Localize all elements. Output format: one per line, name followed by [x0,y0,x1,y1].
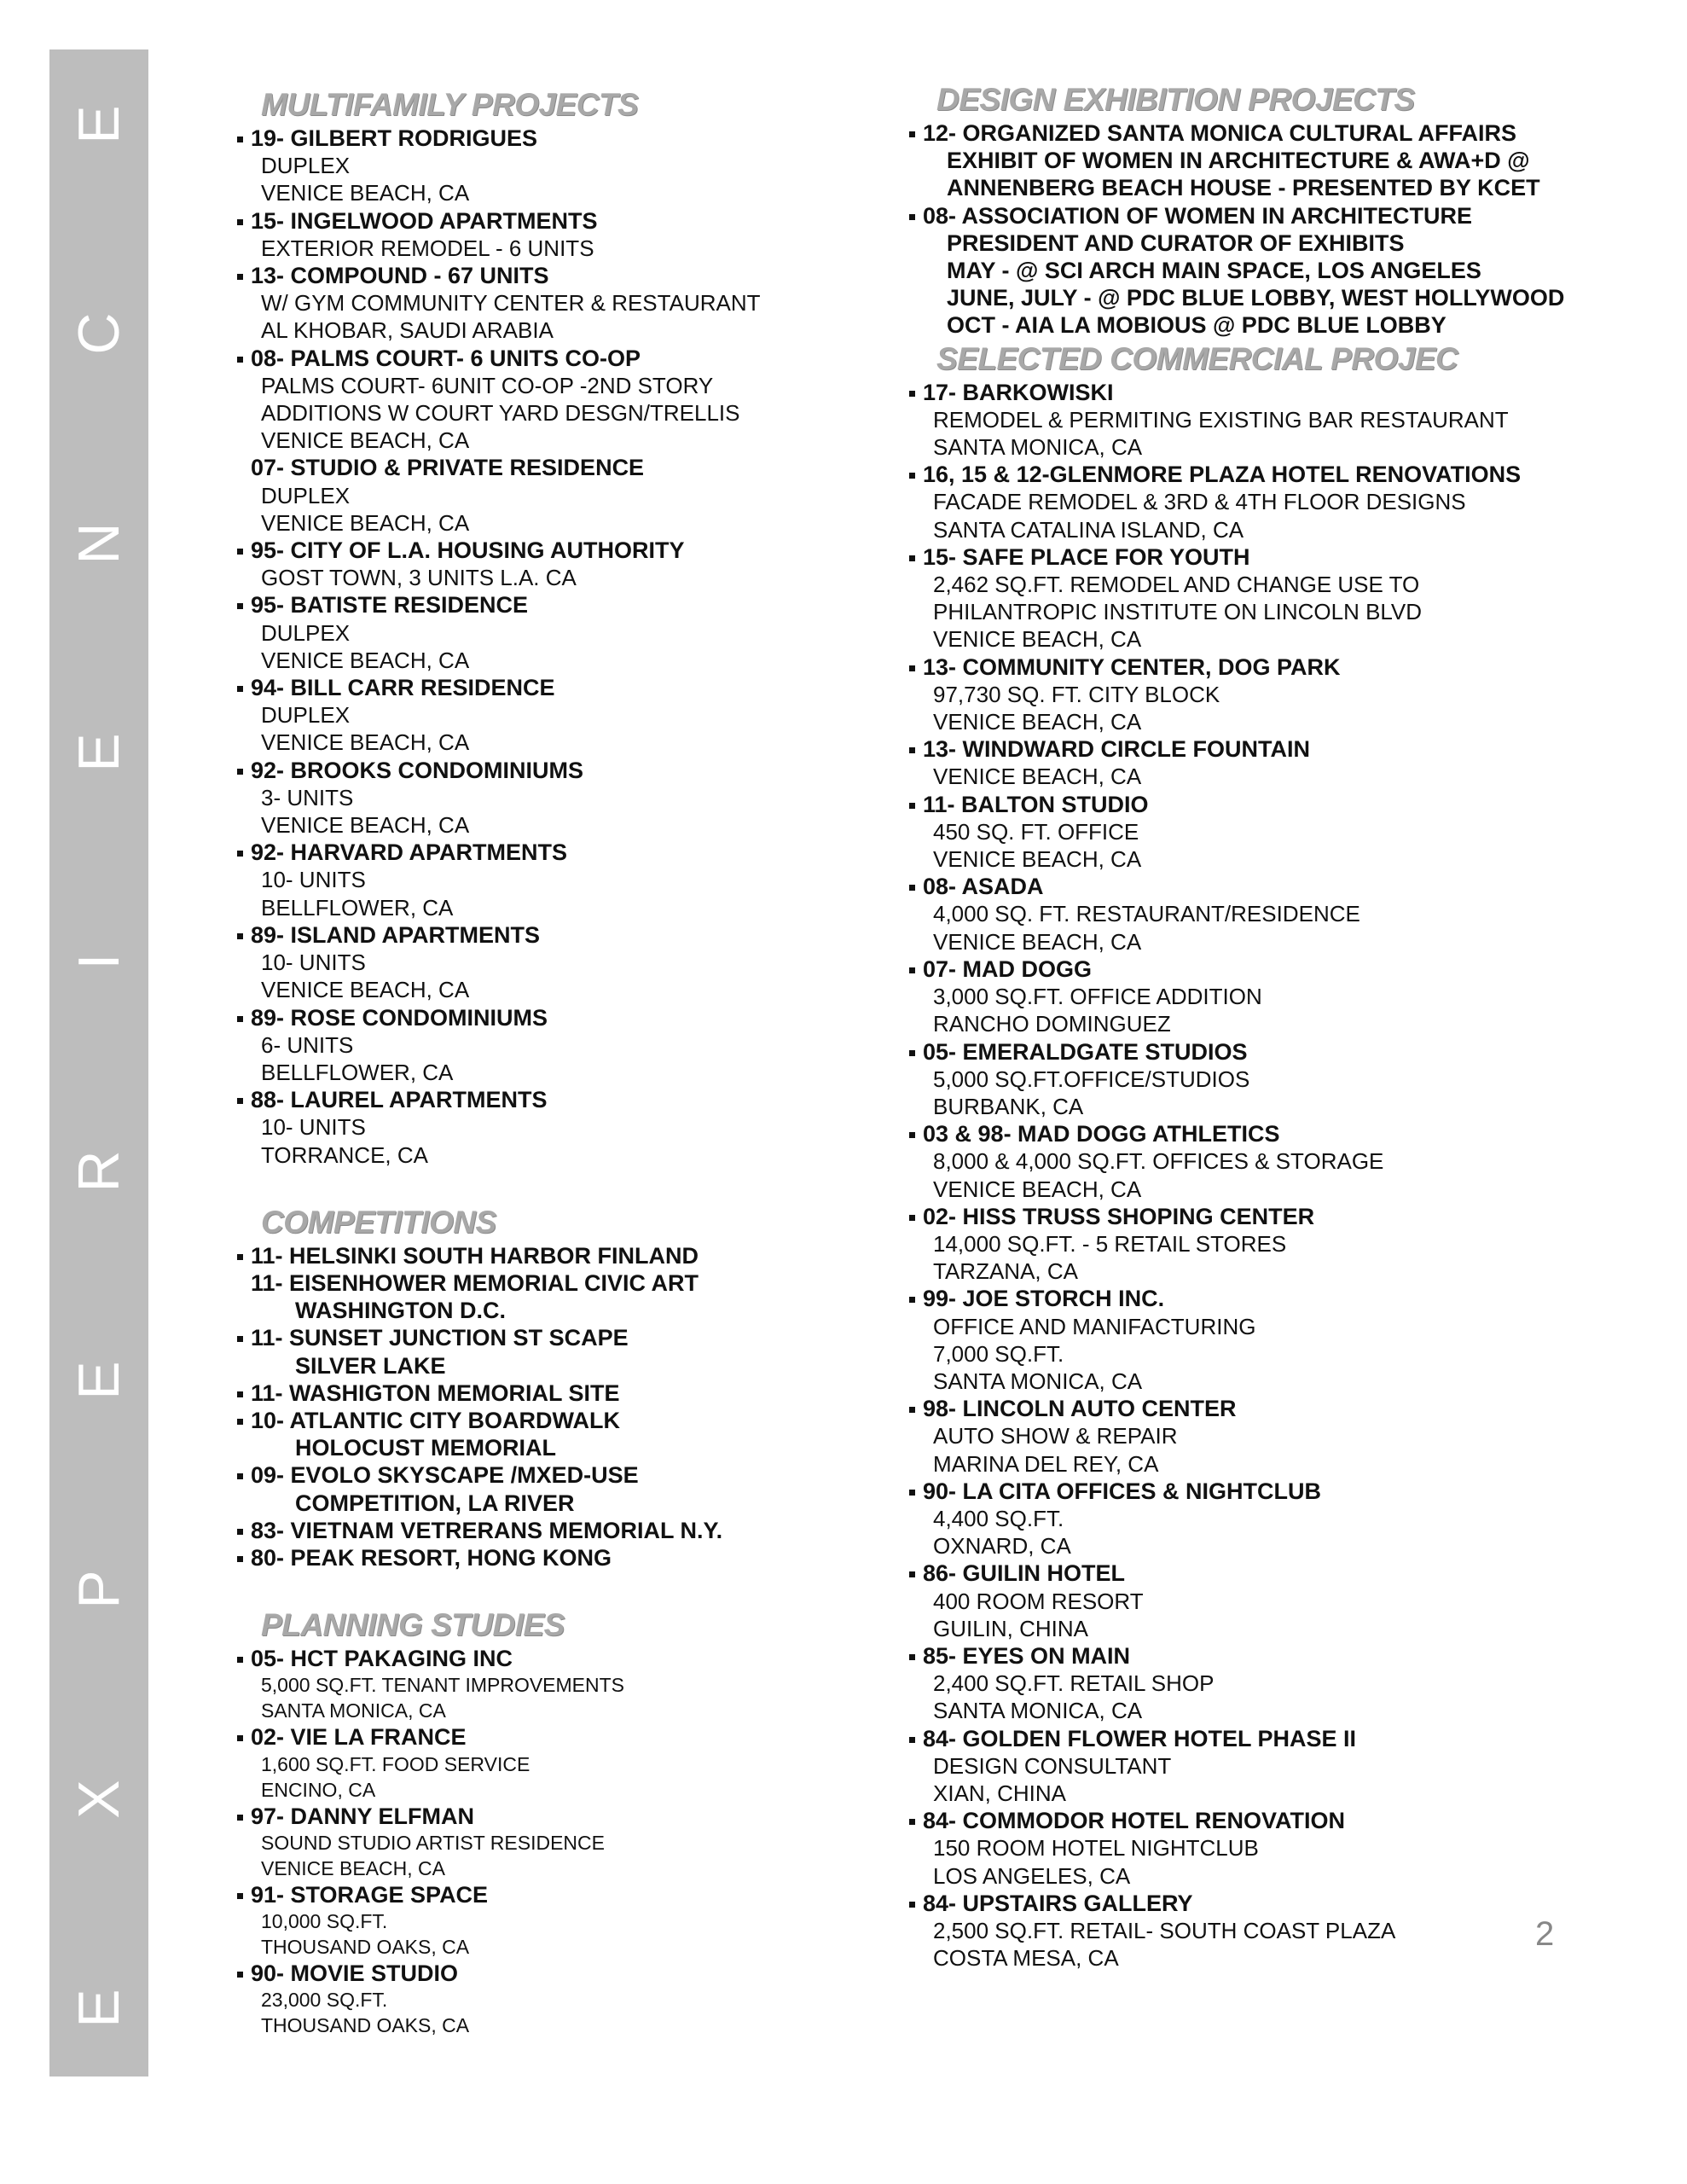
entry-detail: 450 SQ. FT. OFFICE [933,818,1139,845]
entry-heading: 05- HCT PAKAGING INC [230,1645,844,1672]
list-item [230,674,844,757]
entry-heading: 02- VIE LA FRANCE [230,1723,844,1751]
entry-detail: W/ GYM COMMUNITY CENTER & RESTAURANT [261,290,761,317]
list-item [230,207,844,262]
list-item [902,119,1636,202]
entry-heading: 15- SAFE PLACE FOR YOUTH [902,543,1636,571]
entry-detail: 23,000 SQ.FT. [261,1989,388,2012]
entry-heading: 08- PALMS COURT- 6 UNITS CO-OP [230,345,844,372]
list-item [230,454,844,537]
sidebar-letter: E [67,1361,131,1400]
entry-detail: 2,500 SQ.FT. RETAIL- SOUTH COAST PLAZA [933,1918,1396,1943]
entry-heading: 10- ATLANTIC CITY BOARDWALK [230,1407,844,1434]
entry-detail: 10- UNITS [261,867,366,893]
sidebar-letter: R [67,1150,131,1193]
list-item [230,1324,844,1379]
list-item [230,1517,844,1544]
entry-heading: 91- STORAGE SPACE [230,1881,844,1908]
entry-heading: 84- COMMODOR HOTEL RENOVATION [902,1807,1636,1834]
entry-heading: 17- BARKOWISKI [902,379,1636,406]
list-item [230,1544,844,1571]
entry-detail: DULPEX [261,619,351,646]
list-item [230,921,844,1004]
entry-heading: 88- LAUREL APARTMENTS [230,1086,844,1113]
commercial-list [902,379,1636,1972]
list-item [902,1642,1636,1725]
list-item [230,591,844,674]
entry-detail: GUILIN, CHINA [933,1615,1089,1641]
entry-heading: 97- DANNY ELFMAN [230,1803,844,1830]
list-item [230,1645,844,1723]
entry-heading: 92- BROOKS CONDOMINIUMS [230,757,844,784]
entry-detail: DESIGN CONSULTANT [933,1752,1172,1779]
entry-detail: 1,600 SQ.FT. FOOD SERVICE [261,1752,530,1775]
entry-continuation: EXHIBIT OF WOMEN IN ARCHITECTURE & AWA+D @ [947,148,1530,174]
entry-detail: VENICE BEACH, CA [261,1856,445,1879]
list-item [902,1890,1636,1972]
entry-detail: MARINA DEL REY, CA [933,1450,1159,1477]
list-item [902,791,1636,874]
entry-detail: REMODEL & PERMITING EXISTING BAR RESTAURANT [933,406,1509,433]
entry-detail: DUPLEX [261,482,351,508]
entry-detail: 6- UNITS [261,1031,354,1058]
entry-detail: VENICE BEACH, CA [261,647,470,673]
entry-heading: 08- ASADA [902,873,1636,900]
entry-continuation: WASHINGTON D.C. [295,1298,507,1324]
entry-heading: 89- ISLAND APARTMENTS [230,921,844,949]
entry-detail: DUPLEX [261,153,351,179]
entry-detail: PALMS COURT- 6UNIT CO-OP -2ND STORY [261,372,714,398]
entry-detail: AUTO SHOW & REPAIR [933,1423,1178,1449]
sidebar-letter: X [67,1779,131,1819]
list-item [902,1038,1636,1121]
entry-detail: VENICE BEACH, CA [261,427,470,454]
entry-detail: THOUSAND OAKS, CA [261,1935,470,1958]
entry-detail: BELLFLOWER, CA [261,894,454,921]
list-item [902,735,1636,790]
entry-detail: 4,000 SQ. FT. RESTAURANT/RESIDENCE [933,901,1360,927]
entry-continuation: HOLOCUST MEMORIAL [295,1435,556,1461]
entry-heading: 89- ROSE CONDOMINIUMS [230,1004,844,1031]
entry-detail: 4,400 SQ.FT. [933,1505,1064,1531]
entry-detail: TARZANA, CA [933,1258,1078,1285]
entry-detail: VENICE BEACH, CA [261,977,470,1003]
list-item [902,1560,1636,1642]
entry-detail: THOUSAND OAKS, CA [261,2014,470,2037]
list-item [230,1380,844,1407]
list-item [230,1086,844,1169]
entry-heading: 90- MOVIE STUDIO [230,1960,844,1987]
sidebar-letter: I [67,953,131,970]
entry-detail: SANTA MONICA, CA [261,1699,446,1722]
list-item [230,537,844,591]
entry-detail: 8,000 & 4,000 SQ.FT. OFFICES & STORAGE [933,1148,1384,1175]
sidebar-experience-banner [49,49,148,2077]
entry-continuation: SILVER LAKE [295,1352,446,1379]
sidebar-letter: N [67,522,131,565]
entry-heading: 86- GUILIN HOTEL [902,1560,1636,1587]
entry-heading: 03 & 98- MAD DOGG ATHLETICS [902,1120,1636,1147]
entry-heading: 95- BATISTE RESIDENCE [230,591,844,619]
design-exhibition-title: DESIGN EXHIBITION PROJECTS [936,82,1415,117]
entry-detail: ENCINO, CA [261,1778,376,1801]
planning-title: PLANNING STUDIES [261,1607,565,1643]
entry-continuation: JUNE, JULY - @ PDC BLUE LOBBY, WEST HOLLYWOOD [947,285,1565,311]
list-item [230,1407,844,1461]
entry-detail: 7,000 SQ.FT. [933,1340,1064,1367]
list-item [230,1723,844,1802]
list-item [902,461,1636,543]
entry-detail: VENICE BEACH, CA [933,709,1142,735]
list-item [230,757,844,839]
entry-heading: 19- GILBERT RODRIGUES [230,125,844,152]
entry-detail: GOST TOWN, 3 UNITS L.A. CA [261,565,577,591]
entry-heading: 02- HISS TRUSS SHOPING CENTER [902,1203,1636,1230]
entry-detail: TORRANCE, CA [261,1141,428,1168]
entry-detail: ADDITIONS W COURT YARD DESGN/TRELLIS [261,400,740,427]
competitions-list [230,1242,844,1571]
entry-continuation: OCT - AIA LA MOBIOUS @ PDC BLUE LOBBY [947,312,1446,339]
list-item [902,379,1636,462]
list-item [230,1881,844,1960]
list-item [230,1269,844,1324]
sidebar-letter: P [67,1570,131,1609]
entry-heading: 94- BILL CARR RESIDENCE [230,674,844,701]
entry-heading: 80- PEAK RESORT, HONG KONG [230,1544,844,1571]
list-item [230,262,844,345]
entry-heading: 95- CITY OF L.A. HOUSING AUTHORITY [230,537,844,564]
entry-detail: VENICE BEACH, CA [933,626,1142,653]
entry-heading: 09- EVOLO SKYSCAPE /MXED-USE [230,1461,844,1489]
entry-heading: 84- GOLDEN FLOWER HOTEL PHASE II [902,1725,1636,1752]
entry-detail: VENICE BEACH, CA [933,928,1142,955]
entry-detail: SOUND STUDIO ARTIST RESIDENCE [261,1831,605,1854]
list-item [902,653,1636,736]
entry-heading: 15- INGELWOOD APARTMENTS [230,207,844,235]
right-column [902,80,1636,1972]
entry-heading: 16, 15 & 12-GLENMORE PLAZA HOTEL RENOVATIONS [902,461,1636,488]
entry-heading: 05- EMERALDGATE STUDIOS [902,1038,1636,1066]
entry-detail: SANTA CATALINA ISLAND, CA [933,516,1244,543]
list-item [902,1120,1636,1203]
entry-detail: OXNARD, CA [933,1533,1071,1560]
entry-detail: SANTA MONICA, CA [933,434,1143,461]
entry-detail: VENICE BEACH, CA [261,729,470,756]
planning-list [230,1645,844,2038]
entry-detail: RANCHO DOMINGUEZ [933,1011,1171,1037]
entry-detail: BURBANK, CA [933,1093,1084,1119]
entry-detail: VENICE BEACH, CA [933,764,1142,790]
entry-detail: 10- UNITS [261,950,366,976]
entry-detail: VENICE BEACH, CA [261,509,470,536]
entry-detail: LOS ANGELES, CA [933,1862,1131,1889]
entry-heading: 11- WASHIGTON MEMORIAL SITE [230,1380,844,1407]
entry-heading: 11- BALTON STUDIO [902,791,1636,818]
list-item [230,345,844,455]
entry-detail: XIAN, CHINA [933,1780,1067,1806]
entry-heading: 07- STUDIO & PRIVATE RESIDENCE [251,455,645,481]
entry-heading: 85- EYES ON MAIN [902,1642,1636,1670]
entry-detail: FACADE REMODEL & 3RD & 4TH FLOOR DESIGNS [933,489,1466,515]
competitions-title: COMPETITIONS [261,1204,496,1240]
entry-detail: 5,000 SQ.FT. TENANT IMPROVEMENTS [261,1674,625,1697]
multifamily-title: MULTIFAMILY PROJECTS [261,87,639,122]
left-column [230,85,844,2038]
entry-continuation: PRESIDENT AND CURATOR OF EXHIBITS [947,229,1405,256]
entry-heading: 13- WINDWARD CIRCLE FOUNTAIN [902,735,1636,763]
entry-detail: COSTA MESA, CA [933,1945,1119,1972]
entry-heading: 92- HARVARD APARTMENTS [230,839,844,866]
entry-detail: 3,000 SQ.FT. OFFICE ADDITION [933,984,1262,1010]
entry-detail: OFFICE AND MANIFACTURING [933,1313,1256,1339]
entry-detail: SANTA MONICA, CA [933,1368,1143,1394]
list-item [230,1004,844,1087]
entry-continuation: COMPETITION, LA RIVER [295,1490,575,1516]
entry-detail: 2,400 SQ.FT. RETAIL SHOP [933,1670,1215,1697]
sidebar-letter: C [67,312,131,355]
entry-heading: 13- COMPOUND - 67 UNITS [230,262,844,289]
entry-detail: PHILANTROPIC INSTITUTE ON LINCOLN BLVD [933,599,1423,625]
entry-detail: 150 ROOM HOTEL NIGHTCLUB [933,1835,1259,1862]
list-item [230,1960,844,2038]
entry-detail: 400 ROOM RESORT [933,1588,1144,1614]
entry-detail: 2,462 SQ.FT. REMODEL AND CHANGE USE TO [933,572,1420,598]
list-item [230,1461,844,1516]
entry-heading: 99- JOE STORCH INC. [902,1285,1636,1312]
list-item [902,202,1636,340]
entry-detail: BELLFLOWER, CA [261,1059,454,1085]
entry-detail: VENICE BEACH, CA [261,812,470,839]
entry-heading: 11- HELSINKI SOUTH HARBOR FINLAND [230,1242,844,1269]
entry-detail: VENICE BEACH, CA [261,180,470,206]
list-item [230,1242,844,1269]
list-item [902,543,1636,653]
entry-heading: 13- COMMUNITY CENTER, DOG PARK [902,653,1636,681]
sidebar-letter: E [67,733,131,772]
entry-continuation: ANNENBERG BEACH HOUSE - PRESENTED BY KCET [947,175,1540,201]
list-item [902,1807,1636,1890]
list-item [902,1285,1636,1395]
list-item [230,125,844,207]
entry-heading: 07- MAD DOGG [902,956,1636,983]
entry-continuation: MAY - @ SCI ARCH MAIN SPACE, LOS ANGELES [947,258,1481,284]
entry-heading: 08- ASSOCIATION OF WOMEN IN ARCHITECTURE [902,202,1636,229]
entry-heading: 84- UPSTAIRS GALLERY [902,1890,1636,1917]
entry-heading: 98- LINCOLN AUTO CENTER [902,1395,1636,1422]
list-item [902,873,1636,956]
entry-heading: 83- VIETNAM VETRERANS MEMORIAL N.Y. [230,1517,844,1544]
multifamily-list [230,125,844,1169]
list-item [902,1725,1636,1808]
entry-detail: AL KHOBAR, SAUDI ARABIA [261,317,554,344]
sidebar-letter: E [67,105,131,144]
entry-detail: DUPLEX [261,702,351,729]
list-item [902,956,1636,1038]
entry-heading: 90- LA CITA OFFICES & NIGHTCLUB [902,1478,1636,1505]
entry-heading: 11- EISENHOWER MEMORIAL CIVIC ART [251,1269,699,1296]
entry-heading: 12- ORGANIZED SANTA MONICA CULTURAL AFFAIRS [902,119,1636,147]
page-number: 2 [1535,1915,1555,1953]
entry-detail: 14,000 SQ.FT. - 5 RETAIL STORES [933,1230,1287,1257]
entry-detail: VENICE BEACH, CA [933,1176,1142,1202]
entry-detail: VENICE BEACH, CA [933,846,1142,873]
design-exhibition-list [902,119,1636,340]
entry-detail: 3- UNITS [261,784,354,810]
commercial-title: SELECTED COMMERCIAL PROJEC [936,340,1458,376]
list-item [902,1395,1636,1478]
entry-heading: 11- SUNSET JUNCTION ST SCAPE [230,1324,844,1351]
entry-detail: 10,000 SQ.FT. [261,1909,388,1932]
entry-detail: 10- UNITS [261,1114,366,1141]
entry-detail: EXTERIOR REMODEL - 6 UNITS [261,235,594,261]
list-item [902,1478,1636,1560]
entry-detail: SANTA MONICA, CA [933,1698,1143,1724]
list-item [902,1203,1636,1286]
list-item [230,1803,844,1881]
list-item [230,839,844,921]
entry-detail: 5,000 SQ.FT.OFFICE/STUDIOS [933,1066,1250,1092]
sidebar-letter: E [67,1989,131,2028]
entry-detail: 97,730 SQ. FT. CITY BLOCK [933,681,1220,707]
